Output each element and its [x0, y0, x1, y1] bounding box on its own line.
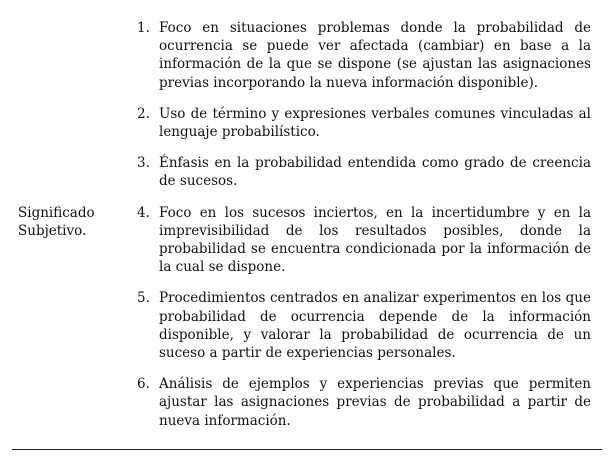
list-item	[137, 204, 591, 277]
category-label	[18, 204, 128, 240]
list-item-text: Foco en los sucesos inciertos, en la incertidumbre y en la imprevisibilidad de los resultados posibles, donde la probabilidad se encuentra condicionada por la información de la cual se dispone.	[159, 204, 591, 276]
category-label-line-1: Significado	[18, 205, 95, 221]
list-item-text: Procedimientos centrados en analizar experimentos en los que probabilidad de ocurrencia depende de la información disponible, y valorar la probabilidad de ocurrencia de un suceso a partir de experiencias personales.	[159, 290, 591, 362]
list-item-text: Foco en situaciones problemas donde la probabilidad de ocurrencia se puede ver afectada (cambiar) en base a la información de la que se dispone (se ajustan las asignaciones previas incorporando la nueva información disponible).	[159, 20, 591, 91]
list-item	[137, 289, 591, 362]
table-bottom-rule	[12, 449, 602, 450]
list-item-text: Énfasis en la probabilidad entendida como grado de creencia de sucesos.	[159, 155, 591, 190]
list-item-number: 4.	[137, 204, 150, 221]
list-item-number: 1.	[137, 20, 150, 36]
list-item	[137, 375, 591, 430]
list-item	[137, 19, 591, 92]
list-item-text: Uso de término y expresiones verbales comunes vinculadas al lenguaje probabilístico.	[159, 105, 591, 141]
list-item-number: 2.	[137, 105, 150, 122]
list-item	[137, 154, 591, 190]
list-item-number: 3.	[137, 155, 150, 172]
list-item-number: 5.	[137, 290, 150, 307]
category-label-line-2: Subjetivo.	[18, 223, 87, 239]
list-item-number: 6.	[137, 376, 150, 393]
criteria-list	[137, 19, 591, 443]
list-item-text: Análisis de ejemplos y experiencias previas que permiten ajustar las asignaciones previas de probabilidad a partir de nueva información.	[159, 376, 591, 429]
list-item	[137, 105, 591, 141]
